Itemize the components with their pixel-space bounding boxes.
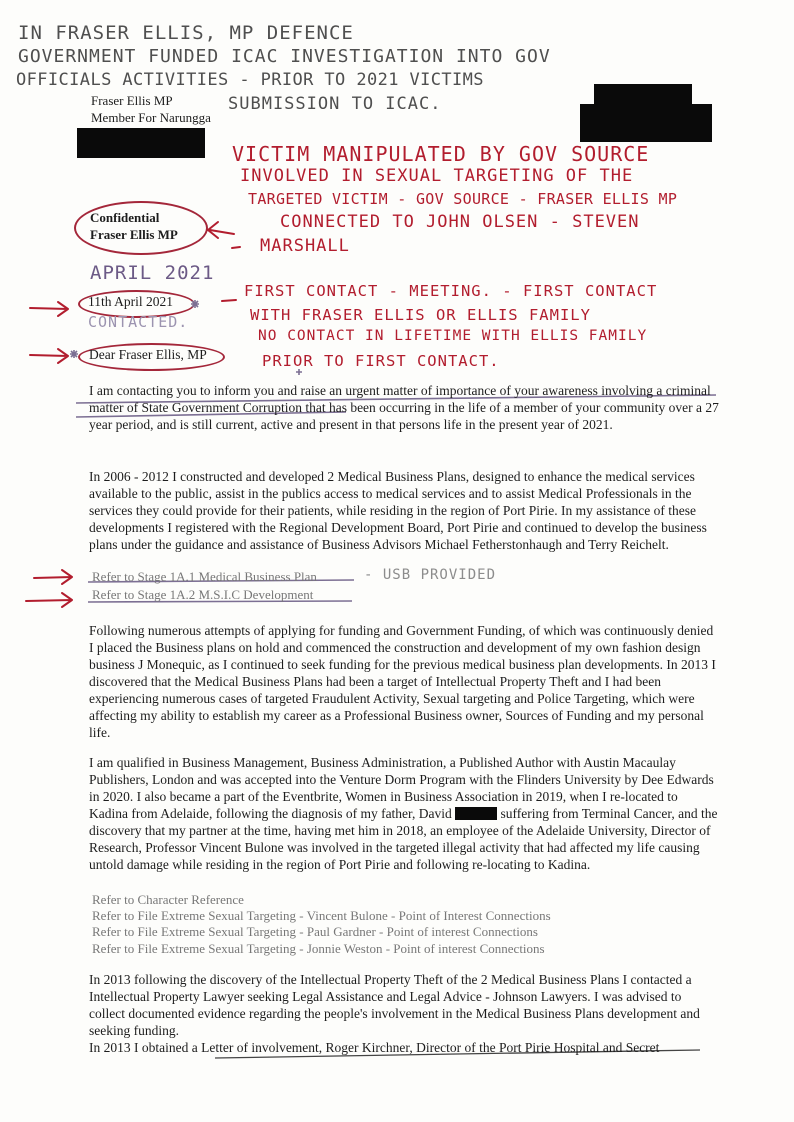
- paragraph-5: In 2013 following the discovery of the Intellectual Property Theft of the 2 Medical Business Plans I contacted a Intellectual Property Lawyer seeking Legal Assistance and Legal Advice - Johnson Lawyers. I was advised to collect documented evidence regarding the people's involvement in the Medical Business Plans development and seeking funding.: [89, 972, 700, 1038]
- annotation-april: APRIL 2021: [90, 262, 215, 284]
- paragraph-1-highlight-b: criminal matter of State Government Corruption: [89, 383, 711, 415]
- annotation-red-line1: VICTIM MANIPULATED BY GOV SOURCE: [232, 142, 650, 166]
- annotation-top-line2: GOVERNMENT FUNDED ICAC INVESTIGATION INTO GOV: [18, 46, 551, 67]
- ref-character: Refer to Character Reference: [92, 892, 244, 907]
- paragraph-6-end: and Secret: [599, 1040, 660, 1055]
- paragraph-4-end: suffering from Terminal Cancer, and the discovery that my partner at the time, having met him in 2018, an employee of the Adelaide University, Director of Research, Professor Vincent Bulone was involved in the targeted illegal activity that had affected my life causing untold damage while residing in the region of Port Pirie and following re-locating to Kadina.: [89, 806, 718, 872]
- salutation: Dear Fraser Ellis, MP: [89, 347, 207, 362]
- paragraph-1-highlight-a: raise an urgent matter of importance of your awareness involving a: [300, 383, 663, 398]
- arrow-icon: [30, 302, 68, 316]
- star-mark: [296, 369, 302, 375]
- annotation-contacted: CONTACTED.: [88, 313, 189, 331]
- star-mark: [191, 300, 199, 308]
- paragraph-3: Following numerous attempts of applying for funding and Government Funding, of which was continuously denied I placed the Business plans on hold and commenced the construction and development of my own fashion design business J Monequic, as I continued to seek funding for the previous medical business plan developments. In 2013 I discovered that the Medical Business Plans had been a target of Intellectual Property Theft and I had been experiencing numerous cases of targeted Fraudulent Activity, Sexual targeting and Police Targeting, which were affecting my ability to establish my career as a Professional Business owner, Sources of Funding and my personal life.: [89, 623, 716, 740]
- annotation-top-line4: SUBMISSION TO ICAC.: [228, 94, 442, 114]
- dash-mark: [222, 300, 236, 301]
- star-mark: [70, 350, 78, 358]
- annotation-first-contact-1: FIRST CONTACT - MEETING. - FIRST CONTACT: [244, 282, 658, 300]
- paragraph-2: In 2006 - 2012 I constructed and developed 2 Medical Business Plans, designed to enhance the medical services available to the public, assist in the publics access to medical services and to assist Medical Professionals in the services they could provide for their patients, while residing in the region of Port Pirie. In my assistance of these developments I registered with the Regional Development Board, Port Pirie and continued to develop the business plans under the guidance and assistance of Business Advisors Michael Fetherstonhaugh and Terry Reichelt.: [89, 469, 707, 552]
- annotation-red-line3: TARGETED VICTIM - GOV SOURCE - FRASER ELLIS MP: [248, 190, 678, 208]
- paragraph-6-start: In 2013 I obtained a: [89, 1040, 202, 1055]
- annotation-first-contact-4: PRIOR TO FIRST CONTACT.: [262, 352, 500, 370]
- annotation-first-contact-2: WITH FRASER ELLIS OR ELLIS FAMILY: [250, 306, 591, 324]
- paragraph-1: [89, 382, 719, 433]
- ref-stage-1a1: Refer to Stage 1A.1 Medical Business Plan: [92, 569, 317, 584]
- paragraph-1-end: that has been occurring in the life of a member of your community over a 27 year period, and is still current, active and present in that persons life in the present year of 2021.: [89, 400, 719, 432]
- ref-file-gardner: Refer to File Extreme Sexual Targeting - Paul Gardner - Point of interest Connections: [92, 924, 538, 939]
- paragraph-4-start: I am qualified in Business Management, Business Administration, a Published Author with Austin Macaulay Publishers, London and was accepted into the Venture Dorm Program with the Flinders University by Dee Edwards in 2020. I also became a part of the Eventbrite, Women in Business Association in 2019, when I re-located to Kadina from Adelaide, following the diagnosis of my father, David: [89, 755, 714, 821]
- annotation-red-line4: CONNECTED TO JOHN OLSEN - STEVEN: [280, 212, 640, 232]
- annotation-top-line1: IN FRASER ELLIS, MP DEFENCE: [18, 22, 354, 44]
- ref-stage-1a2: Refer to Stage 1A.2 M.S.I.C Development: [92, 587, 314, 602]
- confidential-name: Fraser Ellis MP: [90, 227, 178, 242]
- arrow-icon: [26, 593, 72, 607]
- annotation-red-line5: MARSHALL: [260, 236, 350, 256]
- paragraph-4: [89, 754, 719, 873]
- arrow-icon: [30, 349, 68, 363]
- annotation-usb: - USB PROVIDED: [364, 567, 497, 583]
- ref-file-bulone: Refer to File Extreme Sexual Targeting - Vincent Bulone - Point of Interest Connections: [92, 908, 551, 923]
- header-role: Member For Narungga: [91, 110, 211, 125]
- dash-mark: [232, 247, 240, 248]
- annotation-red-line2: INVOLVED IN SEXUAL TARGETING OF THE: [240, 166, 634, 186]
- paragraph-6-highlight: Letter of involvement, Roger Kirchner, Director of the Port Pirie Hospital: [201, 1040, 600, 1055]
- confidential-label: Confidential: [90, 210, 160, 225]
- annotation-first-contact-3: NO CONTACT IN LIFETIME WITH ELLIS FAMILY: [258, 328, 648, 344]
- ref-file-weston: Refer to File Extreme Sexual Targeting - Jonnie Weston - Point of interest Connections: [92, 941, 545, 956]
- paragraph-6: [89, 1039, 719, 1056]
- header-name: Fraser Ellis MP: [91, 93, 173, 108]
- letter-date: 11th April 2021: [88, 294, 174, 309]
- arrow-icon: [208, 222, 234, 238]
- arrow-icon: [34, 570, 72, 584]
- paragraph-1-start: I am contacting you to inform you and: [89, 383, 301, 398]
- annotation-top-line3: OFFICIALS ACTIVITIES - PRIOR TO 2021 VICTIMS: [16, 70, 484, 90]
- redaction-name: [455, 807, 497, 820]
